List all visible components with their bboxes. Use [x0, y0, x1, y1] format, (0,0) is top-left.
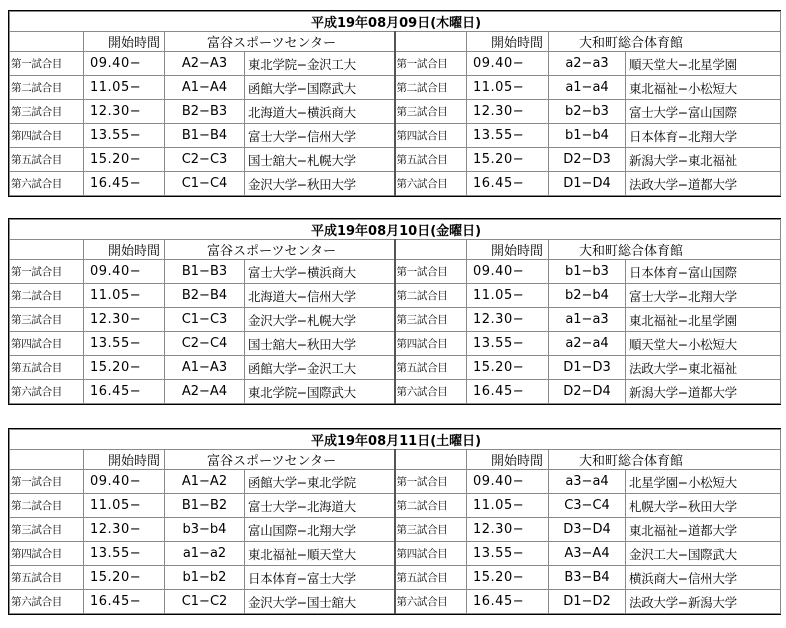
game-label: 第四試合目 [10, 542, 84, 566]
header-game-blank-right [395, 32, 467, 52]
teams: 金沢大学−札幌大学 [245, 308, 395, 332]
start-time: 09.40− [84, 470, 165, 494]
bracket-pair-right: a2−a4 [549, 332, 626, 356]
header-game-blank-right [395, 450, 467, 470]
schedule-table [9, 219, 781, 404]
start-time-right: 11.05− [467, 494, 549, 518]
game-label: 第四試合目 [10, 332, 84, 356]
teams-right: 順天堂大−小松短大 [626, 332, 781, 356]
bracket-pair: a1−a2 [165, 542, 245, 566]
start-time: 13.55− [84, 332, 165, 356]
start-time-right: 12.30− [467, 518, 549, 542]
teams-right: 日本体育−富山国際 [626, 260, 781, 284]
match-row [10, 76, 781, 100]
bracket-pair: C2−C3 [165, 148, 245, 172]
bracket-pair-right: A3−A4 [549, 542, 626, 566]
start-time-right: 09.40− [467, 470, 549, 494]
match-row [10, 566, 781, 590]
teams: 金沢大学−国士舘大 [245, 590, 395, 614]
game-label: 第一試合目 [10, 260, 84, 284]
day-schedule-block-2 [8, 218, 781, 405]
header-game-blank [10, 450, 84, 470]
header-start-time: 開始時間 [84, 450, 165, 470]
game-label: 第二試合目 [10, 494, 84, 518]
teams-right: 東北福祉−道都大学 [626, 518, 781, 542]
header-start-time: 開始時間 [84, 32, 165, 52]
header-start-time-right: 開始時間 [467, 32, 549, 52]
teams: 金沢大学−秋田大学 [245, 172, 395, 196]
header-venue-right: 大和町総合体育館 [549, 240, 781, 260]
bracket-pair-right: D2−D3 [549, 148, 626, 172]
teams-right: 日本体育−北翔大学 [626, 124, 781, 148]
start-time-right: 09.40− [467, 52, 549, 76]
bracket-pair-right: D1−D4 [549, 172, 626, 196]
teams-right: 新潟大学−道都大学 [626, 380, 781, 404]
date-title: 平成19年08月10日(金曜日) [10, 220, 781, 240]
header-row [10, 32, 781, 52]
match-row [10, 308, 781, 332]
match-row [10, 542, 781, 566]
match-row [10, 332, 781, 356]
game-label-right: 第五試合目 [395, 356, 467, 380]
game-label-right: 第六試合目 [395, 172, 467, 196]
teams: 東北学院−金沢工大 [245, 52, 395, 76]
start-time: 15.20− [84, 566, 165, 590]
game-label: 第六試合目 [10, 172, 84, 196]
bracket-pair: C2−C4 [165, 332, 245, 356]
bracket-pair: b3−b4 [165, 518, 245, 542]
start-time: 16.45− [84, 380, 165, 404]
teams: 国士舘大−札幌大学 [245, 148, 395, 172]
teams-right: 順天堂大−北星学園 [626, 52, 781, 76]
bracket-pair-right: b2−b3 [549, 100, 626, 124]
teams: 富山国際−北翔大学 [245, 518, 395, 542]
bracket-pair-right: a1−a4 [549, 76, 626, 100]
bracket-pair: B1−B3 [165, 260, 245, 284]
teams: 東北福祉−順天堂大 [245, 542, 395, 566]
schedule-table [9, 429, 781, 614]
game-label-right: 第一試合目 [395, 260, 467, 284]
bracket-pair: A2−A3 [165, 52, 245, 76]
game-label-right: 第三試合目 [395, 308, 467, 332]
teams-right: 横浜商大−信州大学 [626, 566, 781, 590]
match-row [10, 148, 781, 172]
teams: 函館大学−金沢工大 [245, 356, 395, 380]
bracket-pair-right: D1−D3 [549, 356, 626, 380]
game-label: 第五試合目 [10, 356, 84, 380]
game-label: 第三試合目 [10, 308, 84, 332]
teams-right: 富士大学−北翔大学 [626, 284, 781, 308]
match-row [10, 172, 781, 196]
header-venue-right: 大和町総合体育館 [549, 450, 781, 470]
game-label: 第六試合目 [10, 590, 84, 614]
match-row [10, 100, 781, 124]
start-time: 11.05− [84, 494, 165, 518]
teams: 富士大学−信州大学 [245, 124, 395, 148]
match-row [10, 52, 781, 76]
header-venue-left: 富谷スポーツセンター [165, 32, 395, 52]
game-label-right: 第四試合目 [395, 542, 467, 566]
bracket-pair-right: b2−b4 [549, 284, 626, 308]
teams-right: 法政大学−東北福祉 [626, 356, 781, 380]
teams-right: 東北福祉−北星学園 [626, 308, 781, 332]
game-label-right: 第二試合目 [395, 76, 467, 100]
teams: 富士大学−横浜商大 [245, 260, 395, 284]
game-label: 第五試合目 [10, 566, 84, 590]
match-row [10, 494, 781, 518]
start-time-right: 11.05− [467, 76, 549, 100]
game-label-right: 第六試合目 [395, 380, 467, 404]
schedule-table [9, 11, 781, 196]
bracket-pair-right: D2−D4 [549, 380, 626, 404]
game-label: 第一試合目 [10, 470, 84, 494]
bracket-pair-right: D1−D2 [549, 590, 626, 614]
header-row [10, 450, 781, 470]
start-time: 16.45− [84, 590, 165, 614]
start-time: 09.40− [84, 52, 165, 76]
bracket-pair: C1−C4 [165, 172, 245, 196]
game-label-right: 第三試合目 [395, 518, 467, 542]
teams: 函館大学−東北学院 [245, 470, 395, 494]
start-time-right: 13.55− [467, 124, 549, 148]
start-time-right: 13.55− [467, 332, 549, 356]
match-row [10, 380, 781, 404]
start-time: 16.45− [84, 172, 165, 196]
header-game-blank-right [395, 240, 467, 260]
start-time: 13.55− [84, 542, 165, 566]
match-row [10, 518, 781, 542]
start-time: 12.30− [84, 308, 165, 332]
game-label-right: 第一試合目 [395, 470, 467, 494]
match-row [10, 124, 781, 148]
teams: 北海道大−横浜商大 [245, 100, 395, 124]
match-row [10, 260, 781, 284]
game-label-right: 第六試合目 [395, 590, 467, 614]
bracket-pair-right: a1−a3 [549, 308, 626, 332]
header-venue-right: 大和町総合体育館 [549, 32, 781, 52]
game-label-right: 第二試合目 [395, 284, 467, 308]
header-game-blank [10, 32, 84, 52]
teams-right: 富士大学−富山国際 [626, 100, 781, 124]
teams-right: 新潟大学−東北福祉 [626, 148, 781, 172]
game-label: 第一試合目 [10, 52, 84, 76]
bracket-pair: B2−B4 [165, 284, 245, 308]
start-time-right: 15.20− [467, 566, 549, 590]
game-label: 第三試合目 [10, 518, 84, 542]
bracket-pair: C1−C3 [165, 308, 245, 332]
start-time-right: 12.30− [467, 100, 549, 124]
header-row [10, 240, 781, 260]
bracket-pair-right: a2−a3 [549, 52, 626, 76]
start-time-right: 15.20− [467, 148, 549, 172]
day-schedule-block-3 [8, 428, 781, 615]
bracket-pair: A1−A4 [165, 76, 245, 100]
game-label: 第三試合目 [10, 100, 84, 124]
teams: 富士大学−北海道大 [245, 494, 395, 518]
bracket-pair: A1−A2 [165, 470, 245, 494]
header-venue-left: 富谷スポーツセンター [165, 240, 395, 260]
game-label-right: 第五試合目 [395, 148, 467, 172]
start-time: 12.30− [84, 518, 165, 542]
start-time-right: 11.05− [467, 284, 549, 308]
bracket-pair: A1−A3 [165, 356, 245, 380]
teams-right: 北星学園−小松短大 [626, 470, 781, 494]
start-time-right: 12.30− [467, 308, 549, 332]
header-start-time-right: 開始時間 [467, 450, 549, 470]
start-time: 09.40− [84, 260, 165, 284]
teams-right: 金沢工大−国際武大 [626, 542, 781, 566]
game-label-right: 第三試合目 [395, 100, 467, 124]
game-label: 第六試合目 [10, 380, 84, 404]
game-label-right: 第五試合目 [395, 566, 467, 590]
bracket-pair-right: b1−b4 [549, 124, 626, 148]
match-row [10, 470, 781, 494]
header-start-time: 開始時間 [84, 240, 165, 260]
header-game-blank [10, 240, 84, 260]
game-label: 第二試合目 [10, 284, 84, 308]
game-label-right: 第四試合目 [395, 124, 467, 148]
bracket-pair-right: C3−C4 [549, 494, 626, 518]
start-time: 11.05− [84, 284, 165, 308]
date-title: 平成19年08月11日(土曜日) [10, 430, 781, 450]
game-label: 第五試合目 [10, 148, 84, 172]
bracket-pair: B1−B4 [165, 124, 245, 148]
header-venue-left: 富谷スポーツセンター [165, 450, 395, 470]
bracket-pair-right: b1−b3 [549, 260, 626, 284]
bracket-pair-right: B3−B4 [549, 566, 626, 590]
start-time: 13.55− [84, 124, 165, 148]
teams: 日本体育−富士大学 [245, 566, 395, 590]
start-time-right: 15.20− [467, 356, 549, 380]
start-time: 15.20− [84, 148, 165, 172]
game-label-right: 第二試合目 [395, 494, 467, 518]
game-label: 第四試合目 [10, 124, 84, 148]
teams: 函館大学−国際武大 [245, 76, 395, 100]
teams: 東北学院−国際武大 [245, 380, 395, 404]
teams: 北海道大−信州大学 [245, 284, 395, 308]
start-time-right: 09.40− [467, 260, 549, 284]
start-time: 15.20− [84, 356, 165, 380]
bracket-pair: B2−B3 [165, 100, 245, 124]
start-time-right: 16.45− [467, 172, 549, 196]
start-time-right: 16.45− [467, 380, 549, 404]
start-time-right: 13.55− [467, 542, 549, 566]
header-start-time-right: 開始時間 [467, 240, 549, 260]
game-label-right: 第四試合目 [395, 332, 467, 356]
date-title: 平成19年08月09日(木曜日) [10, 12, 781, 32]
start-time: 12.30− [84, 100, 165, 124]
bracket-pair: A2−A4 [165, 380, 245, 404]
bracket-pair: b1−b2 [165, 566, 245, 590]
match-row [10, 284, 781, 308]
match-row [10, 356, 781, 380]
bracket-pair-right: D3−D4 [549, 518, 626, 542]
bracket-pair-right: a3−a4 [549, 470, 626, 494]
day-schedule-block-1 [8, 10, 781, 197]
bracket-pair: B1−B2 [165, 494, 245, 518]
teams-right: 東北福祉−小松短大 [626, 76, 781, 100]
game-label-right: 第一試合目 [395, 52, 467, 76]
match-row [10, 590, 781, 614]
teams: 国士舘大−秋田大学 [245, 332, 395, 356]
bracket-pair: C1−C2 [165, 590, 245, 614]
teams-right: 法政大学−道都大学 [626, 172, 781, 196]
teams-right: 法政大学−新潟大学 [626, 590, 781, 614]
teams-right: 札幌大学−秋田大学 [626, 494, 781, 518]
start-time: 11.05− [84, 76, 165, 100]
start-time-right: 16.45− [467, 590, 549, 614]
game-label: 第二試合目 [10, 76, 84, 100]
